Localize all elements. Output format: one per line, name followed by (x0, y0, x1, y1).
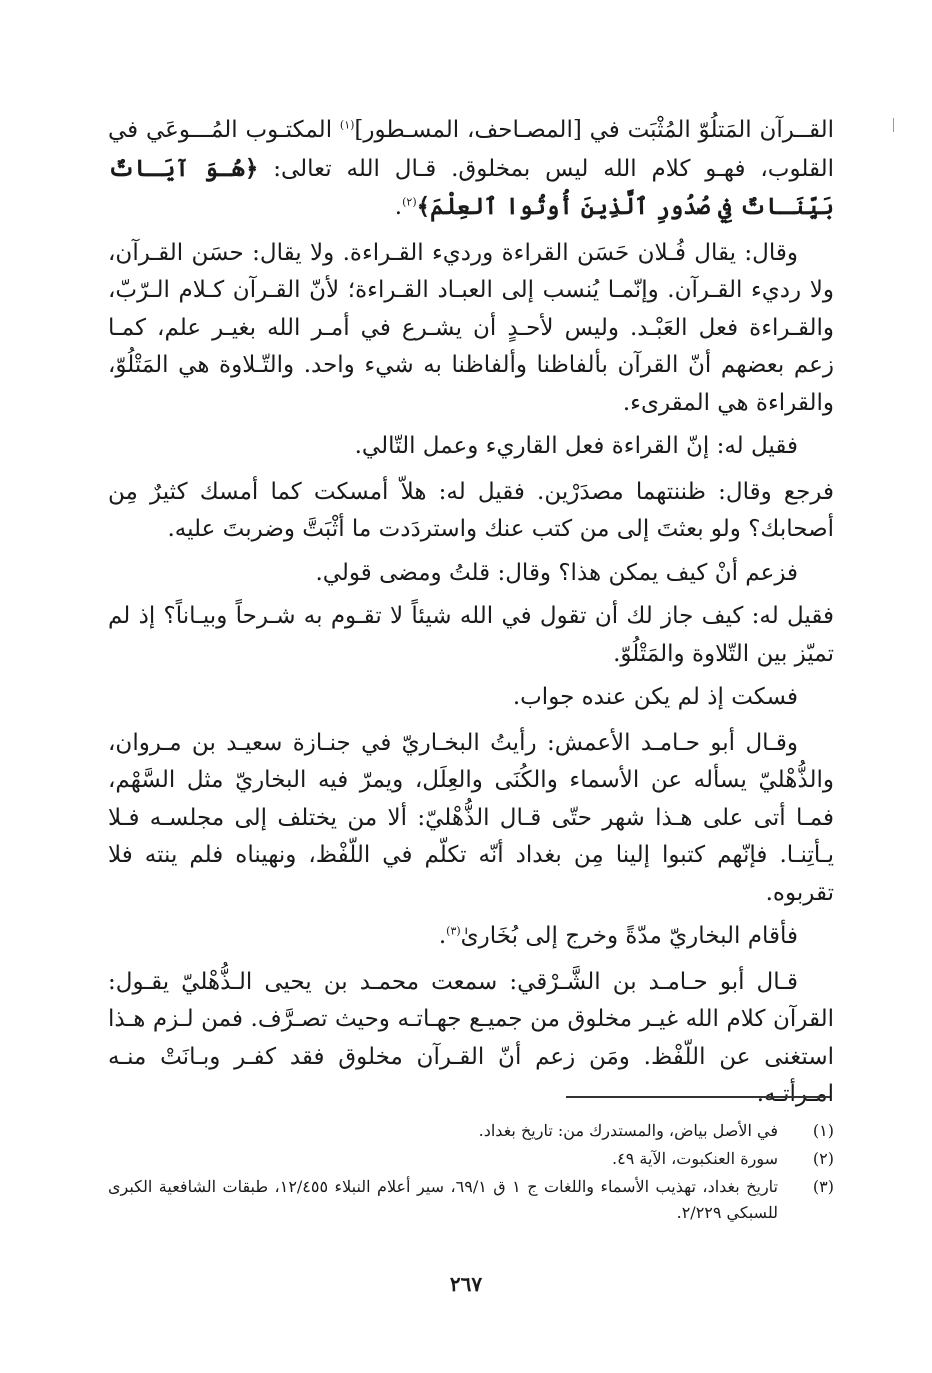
footnote-ref-2[interactable]: (٢) (402, 195, 417, 209)
main-text-body (108, 112, 834, 1120)
paragraph-9 (108, 918, 834, 956)
paragraph-1-text-before: القــرآن المَتلُوّ المُثْبَت في [المصـاحف، المسـطور] (354, 117, 834, 143)
paragraph-1-text-end: . (394, 194, 403, 220)
page-number: ٢٦٧ (449, 1272, 483, 1296)
footnote-text: سورة العنكبوت، الآية ٤٩. (612, 1149, 778, 1168)
paragraph-3: فقيل له: إنّ القراءة فعل القاريء وعمل التّالي. (354, 433, 798, 459)
paragraph-10: قـال أبو حـامـد بن الشَّـرْقي: سمعت محمـد بن يحيى الـذُّهْليّ يقـول: القرآن كلام الله غيـر مخلوق من جميـع جهـاتـه وحيث تصـرَّف. فمن لـزم هـذا استغنى عن اللّفْظ. ومَن زعم أنّ القـرآن مخلوق فقد كفـر وبـانَتْ منـه امـرأتـه. (108, 968, 835, 1107)
paragraph-1-text-after: المكتـوب المُـــوعَي في القلوب، فهـو كلام الله ليس بمخلوق. قـال الله تعالى: (108, 117, 834, 182)
footnote-ref-1[interactable]: (١) (339, 118, 355, 132)
paragraph-6: فقيل له: كيف جاز لك أن تقول في الله شيئاً لا تقـوم به شـرحاً وبيـاناً؟ إذ لم تميّز بين التّلاوة والمَتْلُوّ. (108, 603, 834, 667)
footnote-text: تاريخ بغداد، تهذيب الأسماء واللغات ج ١ ق ٦٩/١، سير أعلام النبلاء ١٢/٤٥٥، طبقات الشافعية الكبرى للسبكي ٢/٢٢٩. (108, 1177, 778, 1222)
footnote-text: في الأصل بياض، والمستدرك من: تاريخ بغداد. (478, 1121, 778, 1140)
paragraph-9-text-before: فأقام البخاريّ مدّةً وخرج إلى بُخَارىٰ (460, 923, 798, 949)
paragraph-4: فرجع وقال: ظننتهما مصدَرْين. فقيل له: هلاّ أمسكت كما أمسك كثيرٌ مِن أصحابك؟ ولو بعثتَ إلى من كتب عنك واستردَدت ما أثْبَتَّ وضربتَ عليه. (108, 478, 834, 542)
footnote-number: (٢) (812, 1149, 834, 1168)
paragraph-5: فزعم أنْ كيف يمكن هذا؟ وقال: قلتُ ومضى قولي. (315, 559, 798, 586)
footnote-divider (566, 1096, 830, 1098)
paragraph-1 (108, 112, 834, 227)
footnote-ref-3[interactable]: (٣) (446, 924, 461, 938)
footnote-number: (١) (812, 1121, 834, 1140)
paragraph-8: وقـال أبو حـامـد الأعمش: رأيتُ البخـاريّ في جنـازة سعيـد بن مـروان، والذُّهْليّ يسأله عن الأسماء والكُنَى والعِلَل، ويمرّ فيه البخاريّ مثل السَّهْم، فمـا أتى على هـذا شهر حتّى قـال الذُّهْليّ: ألا من يختلف إلى مجلسـه فـلا يـأتِنـا. فإنّهم كتبوا إلينا مِن بغداد أنّه تكلّم في اللّفْظ، ونهيناه فلم ينته فلا تقربوه. (108, 729, 834, 906)
quran-verse: ﴿هُـوَ آيَـاتٌ بَيِّنَـاتٌ فِي صُدُورِ ٱلَّذِينَ أُوتُوا ٱلعِلْمَ﴾ (108, 154, 834, 220)
paragraph-9-text-after: . (438, 923, 447, 949)
footnotes-section (108, 1118, 834, 1228)
footnote-number: (٣) (812, 1177, 834, 1196)
footnote-2 (108, 1146, 834, 1172)
footnote-1 (108, 1118, 834, 1144)
margin-tick-mark (893, 118, 894, 132)
footnote-3 (108, 1174, 834, 1226)
paragraph-2: وقال: يقال فُـلان حَسَن القراءة ورديء القـراءة. ولا يقال: حسَن القـرآن، ولا رديء القـرآن. وإنّمـا يُنسب إلى العبـاد القـراءة؛ لأنّ القـرآن كـلام الـرّبّ، والقـراءة فعل العَبْـد. وليس لأحـدٍ أن يشـرع في أمـر الله بغيـر علم، كمـا زعم بعضهم أنّ القرآن بألفاظنا وألفاظنا به شيء واحد. والتّـلاوة هي المَتْلُوّ، والقراءة هي المقرىء. (108, 239, 834, 416)
paragraph-7: فسكت إذ لم يكن عنده جواب. (512, 684, 798, 710)
